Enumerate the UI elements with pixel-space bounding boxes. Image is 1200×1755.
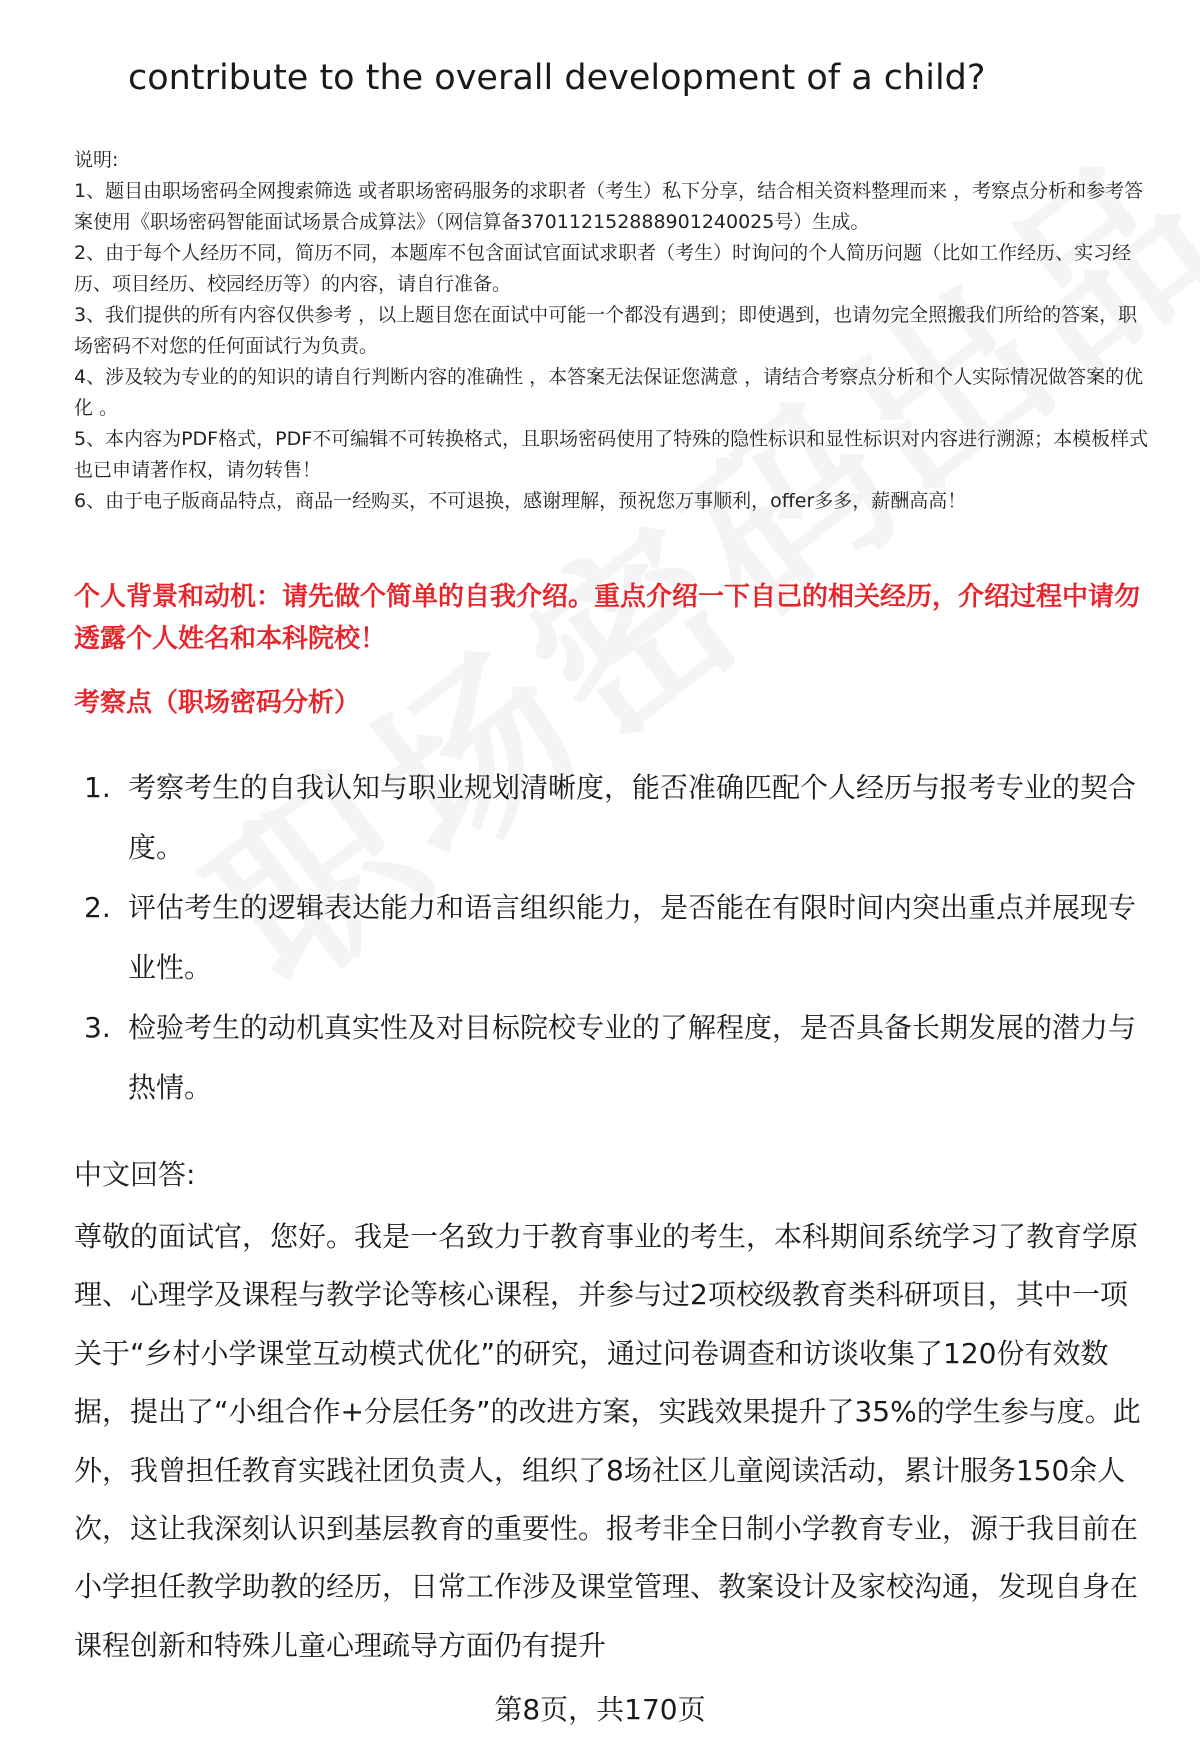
note-item: 1、题目由职场密码全网搜索筛选 或者职场密码服务的求职者（考生）私下分享，结合相关资料整理而来 ，考察点分析和参考答案使用《职场密码智能面试场景合成算法》（网信算备370112152888901240025号）生成。 — [74, 180, 1144, 233]
note-item: 4、涉及较为专业的的知识的请自行判断内容的准确性 ，本答案无法保证您满意 ，请结合考察点分析和个人实际情况做答案的优化 。 — [74, 366, 1144, 419]
analysis-heading: 考察点（职场密码分析） — [74, 688, 361, 718]
analysis-points-list — [84, 758, 1154, 1118]
note-item: 3、我们提供的所有内容仅供参考 ，以上题目您在面试中可能一个都没有遇到；即使遇到，也请勿完全照搬我们所给的答案，职场密码不对您的任何面试行为负责。 — [74, 304, 1138, 357]
point-text: 考察考生的自我认知与职业规划清晰度，能否准确匹配个人经历与报考专业的契合度。 — [128, 771, 1137, 864]
page-number-footer: 第8页，共170页 — [494, 1693, 706, 1726]
question-heading: 个人背景和动机：请先做个简单的自我介绍。重点介绍一下自己的相关经历，介绍过程中请勿透露个人姓名和本科院校！ — [74, 582, 1141, 654]
analysis-point — [84, 758, 1154, 878]
question-tail-text: contribute to the overall development of a child? — [128, 58, 986, 98]
analysis-point — [84, 878, 1154, 998]
point-number: 3. — [84, 1011, 111, 1044]
notes-section — [74, 145, 1154, 517]
note-item: 2、由于每个人经历不同，简历不同，本题库不包含面试官面试求职者（考生）时询问的个人简历问题（比如工作经历、实习经历、项目经历、校园经历等）的内容，请自行准备。 — [74, 242, 1132, 295]
point-number: 1. — [84, 771, 111, 804]
point-number: 2. — [84, 891, 111, 924]
notes-title: 说明: — [74, 149, 119, 171]
note-item: 6、由于电子版商品特点，商品一经购买，不可退换，感谢理解，预祝您万事顺利，offer多多，薪酬高高！ — [74, 490, 967, 512]
answer-label: 中文回答: — [74, 1158, 196, 1191]
point-text: 检验考生的动机真实性及对目标院校专业的了解程度，是否具备长期发展的潜力与热情。 — [128, 1011, 1137, 1104]
analysis-point — [84, 998, 1154, 1118]
point-text: 评估考生的逻辑表达能力和语言组织能力，是否能在有限时间内突出重点并展现专业性。 — [128, 891, 1137, 984]
answer-body: 尊敬的面试官，您好。我是一名致力于教育事业的考生，本科期间系统学习了教育学原理、心理学及课程与教学论等核心课程，并参与过2项校级教育类科研项目，其中一项关于“乡村小学课堂互动模式优化”的研究，通过问卷调查和访谈收集了120份有效数据，提出了“小组合作+分层任务”的改进方案，实践效果提升了35%的学生参与度。此外，我曾担任教育实践社团负责人，组织了8场社区儿童阅读活动，累计服务150余人次，这让我深刻认识到基层教育的重要性。报考非全日制小学教育专业，源于我目前在小学担任教学助教的经历，日常工作涉及课堂管理、教案设计及家校沟通，发现自身在课程创新和特殊儿童心理疏导方面仍有提升 — [74, 1220, 1141, 1662]
note-item: 5、本内容为PDF格式，PDF不可编辑不可转换格式，且职场密码使用了特殊的隐性标识和显性标识对内容进行溯源；本模板样式也已申请著作权，请勿转售！ — [74, 428, 1149, 481]
